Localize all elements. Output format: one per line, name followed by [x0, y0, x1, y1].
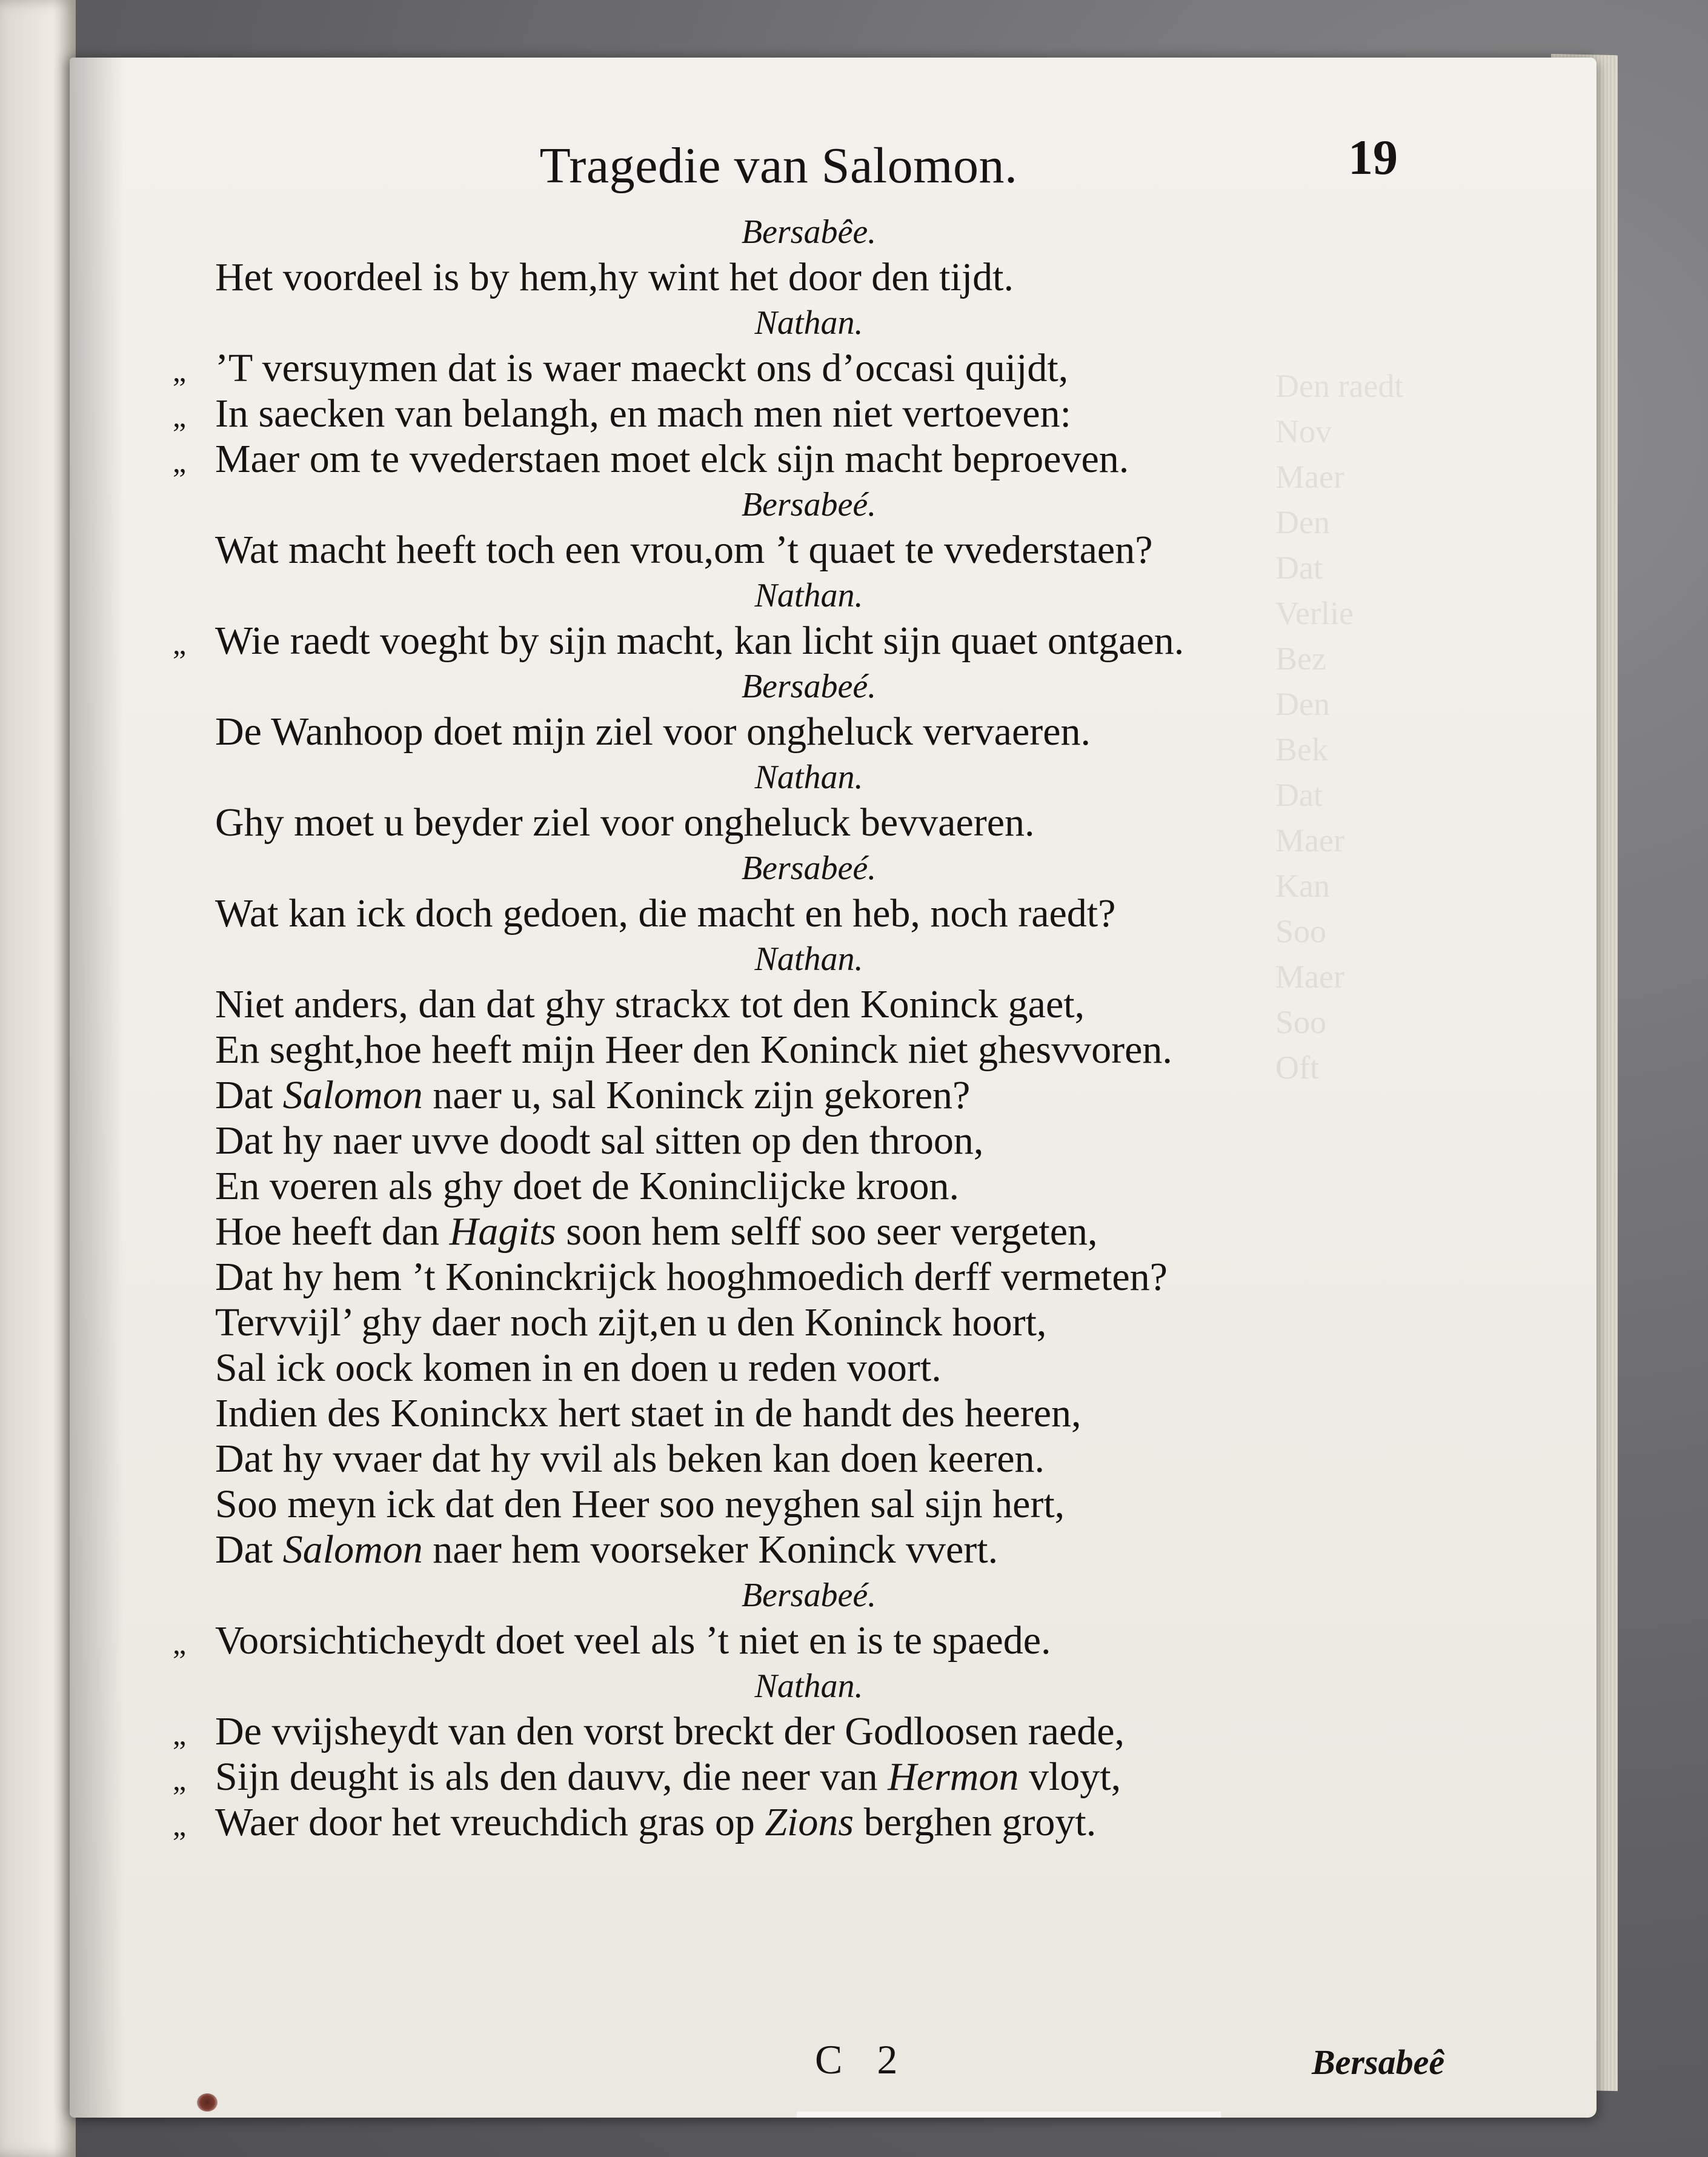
- ink-stain: [197, 2093, 218, 2112]
- verse-text: Sal ick oock komen in en doen u reden voort.: [215, 1346, 942, 1390]
- verse-text: Het voordeel is by hem,hy wint het door den tijdt.: [215, 255, 1014, 299]
- verse-text: Tervvijl’ ghy daer noch zijt,en u den Koninck hoort,: [215, 1300, 1047, 1344]
- verse-text: De vvijsheydt van den vorst breckt der Godloosen raede,: [215, 1709, 1125, 1753]
- speaker-name: Bersabeé.: [741, 486, 877, 523]
- verse-text: Wie raedt voeght by sijn macht, kan licht sijn quaet ontgaen.: [215, 619, 1185, 663]
- verse-line: [173, 436, 1129, 482]
- verse-text: Sijn deught is als den dauvv, die neer van: [215, 1755, 888, 1799]
- verse-line: [173, 1481, 1065, 1527]
- verse-text: Hoe heeft dan: [215, 1209, 450, 1254]
- verse-line: [173, 1391, 1082, 1437]
- verse-text: Dat hy hem ’t Koninckrijck hooghmoedich derff vermeten?: [215, 1255, 1168, 1299]
- quotation-mark: „: [173, 1626, 187, 1660]
- verse-text: Dat hy naer uvve doodt sal sitten op den throon,: [215, 1118, 984, 1163]
- verse-text: ’T versuymen dat is waer maeckt ons d’occasi quijdt,: [215, 346, 1069, 390]
- verse-text: Maer om te vvederstaen moet elck sijn macht beproeven.: [215, 437, 1129, 481]
- verse-text: De Wanhoop doet mijn ziel voor ongheluck vervaeren.: [215, 710, 1091, 754]
- verse-line: [173, 800, 1035, 846]
- quotation-mark: „: [173, 399, 187, 433]
- verse-text: Wat macht heeft toch een vrou,om ’t quaet te vvederstaen?: [215, 528, 1153, 572]
- italic-name: Salomon: [282, 1073, 423, 1117]
- page-number: 19: [1348, 130, 1398, 185]
- verse-line: [173, 1800, 1096, 1846]
- verse-text: Voorsichticheydt doet veel als ’t niet en is te spaede.: [215, 1618, 1051, 1663]
- page-tear: [797, 2112, 1221, 2118]
- speaker-name: Bersabeé.: [741, 849, 877, 887]
- speaker-name: Nathan.: [754, 304, 863, 342]
- verse-line: [173, 1527, 998, 1573]
- verse-text: Dat hy vvaer dat hy vvil als beken kan doen keeren.: [215, 1437, 1045, 1481]
- verse-line: [173, 391, 1071, 437]
- verse-line: [173, 1254, 1168, 1300]
- quotation-mark: „: [173, 354, 187, 388]
- facing-page-edge: [0, 0, 76, 2157]
- verse-line: [173, 345, 1068, 391]
- verse-text: berghen groyt.: [854, 1800, 1097, 1844]
- signature-mark: C 2: [815, 2036, 910, 2082]
- quotation-mark: „: [173, 1717, 187, 1751]
- verse-line: [173, 1163, 959, 1209]
- running-head: Tragedie van Salomon.: [539, 138, 1018, 194]
- verse-line: [173, 1027, 1172, 1073]
- verse-line: [173, 254, 1014, 301]
- verse-line: [173, 527, 1153, 573]
- verse-line: [173, 709, 1091, 755]
- catchword: Bersabeê: [1312, 2042, 1445, 2082]
- verse-line: [173, 1300, 1046, 1346]
- verse-text: soon hem selff soo seer vergeten,: [556, 1209, 1098, 1254]
- show-through-text: Den raedt Nov Maer Den Dat Verlie Bez Den Bek Dat Maer Kan Soo Maer Soo Oft: [1275, 368, 1404, 1086]
- verse-text: En seght,hoe heeft mijn Heer den Koninck niet ghesvvoren.: [215, 1028, 1172, 1072]
- quotation-mark: „: [173, 1808, 187, 1842]
- verse-text: Niet anders, dan dat ghy strackx tot den Koninck gaet,: [215, 982, 1085, 1026]
- quotation-mark: „: [173, 1763, 187, 1796]
- verse-text: Waer door het vreuchdich gras op: [215, 1800, 765, 1844]
- speaker-name: Nathan.: [754, 577, 863, 614]
- verse-text: Dat: [215, 1527, 283, 1572]
- verse-text: Soo meyn ick dat den Heer soo neyghen sal sijn hert,: [215, 1482, 1065, 1526]
- verse-line: [173, 1345, 942, 1391]
- verse-text: En voeren als ghy doet de Koninclijcke kroon.: [215, 1164, 959, 1208]
- verse-line: [173, 891, 1115, 937]
- verse-line: [173, 1118, 983, 1164]
- verse-line: [173, 1209, 1098, 1255]
- verse-line: [173, 982, 1085, 1028]
- verse-text: naer hem voorseker Koninck vvert.: [422, 1527, 999, 1572]
- speaker-name: Nathan.: [754, 940, 863, 978]
- verse-text: In saecken van belangh, en mach men niet vertoeven:: [215, 391, 1071, 436]
- verse-line: [173, 1709, 1125, 1755]
- verse-text: Indien des Koninckx hert staet in de handt des heeren,: [215, 1391, 1082, 1435]
- quotation-mark: „: [173, 626, 187, 660]
- speaker-name: Bersabeé.: [741, 668, 877, 705]
- verse-line: [173, 1754, 1121, 1800]
- quotation-mark: „: [173, 445, 187, 479]
- speaker-name: Bersabêe.: [741, 213, 877, 251]
- italic-name: Salomon: [282, 1527, 423, 1572]
- verse-text: vloyt,: [1018, 1755, 1121, 1799]
- verse-text: Ghy moet u beyder ziel voor ongheluck bevvaeren.: [215, 800, 1035, 845]
- verse-line: [173, 618, 1184, 664]
- italic-name: Zions: [765, 1800, 854, 1844]
- speaker-name: Bersabeé.: [741, 1577, 877, 1614]
- page-text: [70, 58, 1597, 2118]
- italic-name: Hagits: [449, 1209, 556, 1254]
- verse-text: Wat kan ick doch gedoen, die macht en heb, noch raedt?: [215, 891, 1116, 936]
- italic-name: Hermon: [888, 1755, 1019, 1799]
- speaker-name: Nathan.: [754, 759, 863, 796]
- speaker-name: Nathan.: [754, 1667, 863, 1705]
- verse-line: [173, 1618, 1051, 1664]
- verse-line: [173, 1072, 970, 1118]
- verse-text: naer u, sal Koninck zijn gekoren?: [422, 1073, 971, 1117]
- verse-text: Dat: [215, 1073, 283, 1117]
- verse-line: [173, 1436, 1045, 1482]
- book-page: [70, 58, 1597, 2118]
